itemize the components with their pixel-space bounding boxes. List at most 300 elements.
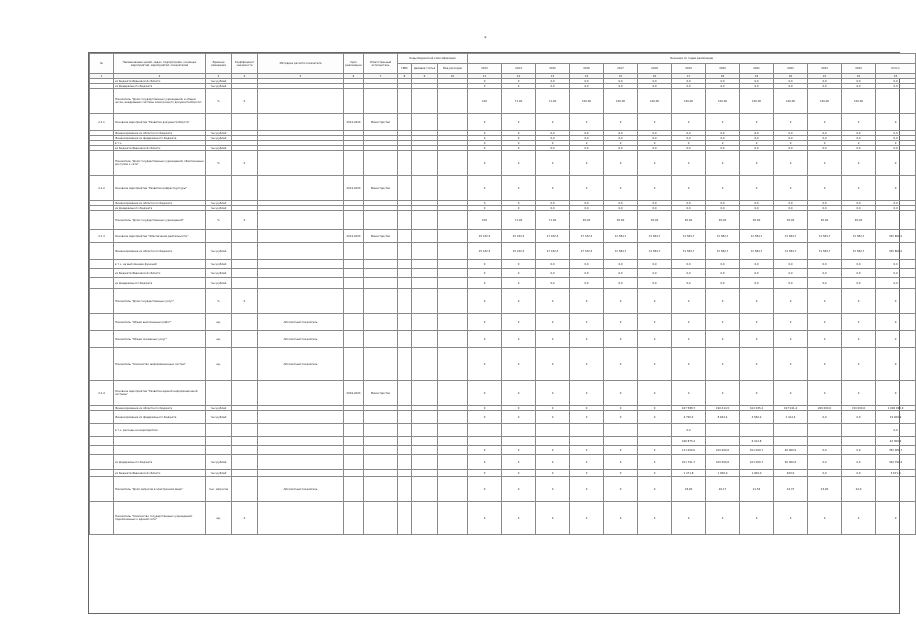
year-value-cell: 0,0 [672,278,706,289]
row-target-article [412,89,438,114]
year-value-cell: 0,0 [842,446,876,455]
year-value-cell: 0,0 [842,269,876,278]
row-name: Показатель "Доля государственных учреждений, в общем числе, внедривших системы электронного документооборота" [114,89,206,114]
year-value-cell: 0 [502,381,536,406]
year-value-cell: 0,0 [842,260,876,269]
row-name: Финансирование из областного бюджета [114,406,206,411]
year-value-cell: 0,0 [638,136,672,141]
year-value-cell: 0 [502,206,536,211]
row-responsible [364,151,398,176]
year-value-cell: 0 [502,411,536,424]
row-grbs [398,278,412,289]
year-value-cell: 0,0 [536,84,570,89]
year-value-cell [604,424,638,437]
year-value-cell: 27 432,5 [570,230,604,243]
year-value-cell: 27 432,5 [536,243,570,260]
row-method [258,424,344,437]
header-coefficient: Коэффициент значимости [232,54,258,74]
row-term [344,278,364,289]
year-value-cell: 0,0 [536,278,570,289]
row-target-article [412,151,438,176]
year-value-cell: 0,0 [706,84,740,89]
row-number [90,455,114,470]
row-target-article [412,243,438,260]
year-value-cell: 0,0 [774,269,808,278]
column-number: 12 [502,74,536,79]
row-method: Абсолютный показатель [258,331,344,348]
year-value-cell: 0,0 [570,269,604,278]
row-expense-type [438,230,468,243]
year-value-cell: 0 [808,381,842,406]
year-value-cell: 0 [672,348,706,381]
row-method [258,260,344,269]
row-term [344,437,364,446]
year-value-cell: 0 [536,289,570,314]
year-value-cell: 0,0 [774,84,808,89]
year-value-cell: 0,0 [842,131,876,136]
row-target-article [412,230,438,243]
row-expense-type [438,502,468,535]
year-value-cell: 4 795,2 [672,411,706,424]
year-value-cell: 31 584,7 [638,243,672,260]
year-value-cell: 0 [774,151,808,176]
row-method [258,269,344,278]
page-mark: * [484,36,487,42]
row-grbs [398,411,412,424]
row-unit: тыс.рублей [206,269,232,278]
year-value-cell: 0,0 [808,470,842,477]
header-unit: Единица измерения [206,54,232,74]
row-unit: тыс.рублей [206,455,232,470]
year-value-cell: 0 [638,446,672,455]
year-value-cell: 0,0 [808,146,842,151]
year-value-cell: 24,0 [842,477,876,502]
row-total: 0 [876,141,916,146]
row-name: из федерального бюджета [114,84,206,89]
year-value-cell: 0 [502,502,536,535]
year-value-cell: 1 000,0 [740,470,774,477]
row-coefficient [232,278,258,289]
year-value-cell: 0 [604,114,638,131]
row-name: Показатель "Доля запросов в электронном виде" [114,477,206,502]
year-value-cell: 0 [536,477,570,502]
row-method [258,211,344,230]
year-value-cell: 0,0 [570,136,604,141]
row-grbs [398,381,412,406]
row-coefficient [232,176,258,201]
header-expense-type: Вид расходов [438,64,468,74]
row-unit: ед. [206,502,232,535]
year-value-cell: 0 [808,331,842,348]
row-coefficient [232,424,258,437]
row-total: 345 800,2 [876,230,916,243]
year-value-cell: 101 000,7 [740,446,774,455]
row-term [344,411,364,424]
row-total: 0 [876,348,916,381]
year-value-cell: 0 [604,176,638,201]
header-responsible: Ответственный исполнитель [364,54,398,74]
year-value-cell: 0 [570,331,604,348]
row-number [90,289,114,314]
year-value-cell: 0,0 [570,146,604,151]
row-number: 2.1.3 [90,230,114,243]
year-value-cell: 0,0 [604,278,638,289]
row-method [258,89,344,114]
row-total: 0 [876,289,916,314]
year-value-cell: 0 [638,176,672,201]
year-value-cell [468,437,502,446]
year-value-cell: 1 271,8 [672,470,706,477]
year-value-cell: 31 584,7 [842,243,876,260]
year-value-cell: 0 [468,411,502,424]
header-total: Итого [876,64,916,74]
row-name [114,446,206,455]
row-name: Показатель "Доля государственных учреждений, обеспеченных доступом к сети" [114,151,206,176]
year-value-cell: 0,0 [706,146,740,151]
header-term: Срок реализации [344,54,364,74]
year-value-cell: 0 [502,470,536,477]
year-value-cell: 0 [808,114,842,131]
year-value-cell: 0 [842,502,876,535]
year-value-cell: 0 [604,348,638,381]
header-method: Методика расчёта показателя [258,54,344,74]
year-value-cell: 0,0 [672,206,706,211]
row-grbs [398,502,412,535]
year-value-cell: 95,00 [638,211,672,230]
row-total: 345 800,2 [876,243,916,260]
year-value-cell: 0,0 [570,260,604,269]
year-value-cell: 0,0 [672,84,706,89]
year-value-cell: 0 [468,502,502,535]
year-value-cell: 0 [774,381,808,406]
row-expense-type [438,243,468,260]
year-value-cell: 0 [740,381,774,406]
year-value-cell: 31 584,7 [740,243,774,260]
row-unit: тыс.рублей [206,243,232,260]
year-value-cell: 0,0 [570,278,604,289]
row-number [90,211,114,230]
year-value-cell: 196 875,2 [672,437,706,446]
row-coefficient: 0 [232,151,258,176]
year-value-cell: 31 584,7 [706,230,740,243]
row-term [344,502,364,535]
row-name: Показатель "Доля государственных учреждений" [114,211,206,230]
year-value-cell: 0,0 [706,278,740,289]
program-indicators-table [89,53,916,535]
year-value-cell: 0,0 [774,79,808,84]
row-grbs [398,89,412,114]
row-unit: тыс.рублей [206,84,232,89]
year-value-cell: 0 [570,114,604,131]
year-value-cell: 95,00 [808,211,842,230]
year-value-cell: 0 [638,406,672,411]
year-value-cell: 0 [604,331,638,348]
row-responsible: Министерство [364,176,398,201]
year-value-cell: 95,00 [672,211,706,230]
row-target-article [412,176,438,201]
row-number [90,331,114,348]
row-expense-type [438,269,468,278]
year-value-cell: 0,0 [536,269,570,278]
year-value-cell: 0 [502,84,536,89]
year-value-cell: 0 [536,455,570,470]
year-value-cell: 0 [502,269,536,278]
row-grbs [398,424,412,437]
row-number [90,411,114,424]
row-method [258,446,344,455]
row-unit: ед. [206,348,232,381]
year-value-cell: 95,00 [604,211,638,230]
header-year: 2018 [638,64,672,74]
year-value-cell: 100,00 [842,89,876,114]
year-value-cell: 0,0 [604,201,638,206]
row-name [114,437,206,446]
year-value-cell: 0 [468,331,502,348]
row-coefficient [232,348,258,381]
year-value-cell: 0 [468,381,502,406]
row-method [258,381,344,406]
year-value-cell: 0,0 [570,84,604,89]
row-total: 0,0 [876,79,916,84]
column-number: 17 [672,74,706,79]
year-value-cell: 0,0 [808,455,842,470]
row-coefficient [232,230,258,243]
year-value-cell: 0,0 [672,424,706,437]
year-value-cell: 31 584,7 [638,230,672,243]
year-value-cell: 0 [502,176,536,201]
year-value-cell: 0,0 [808,131,842,136]
row-target-article [412,278,438,289]
year-value-cell: 0 [468,131,502,136]
year-value-cell: 0 [502,446,536,455]
row-coefficient [232,269,258,278]
year-value-cell: 0 [536,446,570,455]
year-value-cell: 0 [502,477,536,502]
column-number: 19 [740,74,774,79]
row-total: 0,0 [876,260,916,269]
year-value-cell: 0 [740,348,774,381]
year-value-cell: 0 [604,151,638,176]
row-unit: тыс.рублей [206,278,232,289]
year-value-cell: 0 [536,176,570,201]
row-total: 352 000,7 [876,446,916,455]
row-responsible [364,437,398,446]
row-total [876,477,916,502]
row-number [90,151,114,176]
row-grbs [398,289,412,314]
row-term: 2019-2024 [344,381,364,406]
row-total: 0,0 [876,206,916,211]
row-grbs [398,243,412,260]
year-value-cell: 0,0 [842,470,876,477]
year-value-cell: 0 [502,136,536,141]
year-value-cell: 0 [604,141,638,146]
year-value-cell: 100 [468,89,502,114]
header-grbs: ГРБС [398,64,412,74]
year-value-cell [604,437,638,446]
row-number [90,348,114,381]
year-value-cell: 0,0 [808,411,842,424]
header-budget-codes: Коды бюджетной классификации [398,54,468,64]
year-value-cell: 0,0 [740,206,774,211]
row-expense-type [438,381,468,406]
column-number: 21 [808,74,842,79]
year-value-cell: 0 [604,477,638,502]
row-total: 0,0 [876,201,916,206]
year-value-cell: 0 [672,314,706,331]
year-value-cell: 0 [638,477,672,502]
year-value-cell [536,424,570,437]
year-value-cell [638,424,672,437]
row-unit: тыс.рублей [206,136,232,141]
row-grbs [398,348,412,381]
year-value-cell: 0,0 [536,201,570,206]
row-name: Основное мероприятие "Развитие единой информационной системы" [114,381,206,406]
year-value-cell: 0,0 [672,269,706,278]
year-value-cell: 100,00 [808,89,842,114]
year-value-cell: 0 [638,381,672,406]
year-value-cell: 0 [604,406,638,411]
year-value-cell: 0 [672,289,706,314]
year-value-cell: 0,0 [842,206,876,211]
year-value-cell: 25 432,5 [502,243,536,260]
row-unit: % [206,151,232,176]
row-term [344,455,364,470]
row-term [344,477,364,502]
header-year: 2019 [672,64,706,74]
row-unit: тыс.рублей [206,406,232,411]
row-unit [206,230,232,243]
row-unit: % [206,89,232,114]
row-responsible [364,411,398,424]
year-value-cell: 0 [468,348,502,381]
row-term [344,260,364,269]
year-value-cell: 0 [638,314,672,331]
year-value-cell: 0,0 [706,79,740,84]
year-value-cell [808,424,842,437]
year-value-cell: 0,0 [774,201,808,206]
year-value-cell: 0,0 [774,136,808,141]
header-year: 2022 [774,64,808,74]
year-value-cell: 0,0 [570,79,604,84]
row-responsible: Министерство [364,230,398,243]
year-value-cell: 0,0 [570,131,604,136]
row-grbs [398,176,412,201]
row-responsible [364,348,398,381]
year-value-cell: 0 [706,381,740,406]
row-method [258,278,344,289]
header-number: № [90,54,114,74]
year-value-cell: 100,00 [638,89,672,114]
year-value-cell: 0,0 [638,131,672,136]
row-term [344,470,364,477]
year-value-cell: 0 [842,141,876,146]
year-value-cell: 0 [604,381,638,406]
year-value-cell: 0 [842,314,876,331]
row-name: из федерального бюджета [114,455,206,470]
year-value-cell: 100 000,0 [706,455,740,470]
year-value-cell: 0,0 [604,206,638,211]
year-value-cell: 0 [774,314,808,331]
row-number [90,260,114,269]
column-number: 5 [258,74,344,79]
year-value-cell: 0 [774,114,808,131]
year-value-cell: 0 [604,455,638,470]
year-value-cell: 25 432,5 [468,230,502,243]
year-value-cell: 0,0 [774,131,808,136]
row-responsible [364,211,398,230]
year-value-cell: 0 [842,348,876,381]
year-value-cell: 0,0 [638,79,672,84]
year-value-cell: 0,0 [842,79,876,84]
year-value-cell: 0 [570,502,604,535]
row-total: 3 671,8 [876,470,916,477]
row-target-article [412,269,438,278]
year-value-cell: 0 [502,260,536,269]
row-target-article [412,437,438,446]
row-name: в т.ч. на выполнение функций [114,260,206,269]
table-row [90,211,916,230]
year-value-cell: 0 [570,411,604,424]
year-value-cell: 0 [706,176,740,201]
row-unit: тыс.рублей [206,206,232,211]
row-target-article [412,477,438,502]
year-value-cell: 0 [502,455,536,470]
year-value-cell: 95,00 [570,211,604,230]
year-value-cell: 0 [468,84,502,89]
year-value-cell: 100,00 [672,89,706,114]
row-unit: тыс.рублей [206,79,232,84]
row-coefficient [232,411,258,424]
row-term [344,89,364,114]
year-value-cell: 0 [842,381,876,406]
year-value-cell: 0,0 [774,206,808,211]
row-total: 0 [876,314,916,331]
year-value-cell: 0 [638,470,672,477]
year-value-cell: 0,0 [808,278,842,289]
table-row [90,437,916,446]
row-unit: тыс.рублей [206,411,232,424]
year-value-cell: 0,0 [604,269,638,278]
column-number: 10 [438,74,468,79]
row-name: из бюджета Ивановской области [114,269,206,278]
row-total: 0,0 [876,278,916,289]
row-expense-type [438,348,468,381]
row-term [344,151,364,176]
year-value-cell: 0 [638,455,672,470]
header-year: 2016 [570,64,604,74]
year-value-cell: 0,0 [774,260,808,269]
year-value-cell: 27 432,5 [570,243,604,260]
year-value-cell: 0 [570,477,604,502]
row-coefficient [232,260,258,269]
year-value-cell: 0 [570,314,604,331]
year-value-cell: 0 [808,348,842,381]
row-name: в т.ч. расходы на мероприятия [114,424,206,437]
row-name: из бюджета Ивановской области [114,79,206,84]
row-grbs [398,314,412,331]
year-value-cell: 0 [706,314,740,331]
row-responsible [364,243,398,260]
year-value-cell: 100,00 [570,89,604,114]
year-value-cell: 0,0 [706,131,740,136]
year-value-cell: 0 [604,502,638,535]
row-total: 1 000 000,0 [876,406,916,411]
year-value-cell: 0 [604,411,638,424]
row-grbs [398,151,412,176]
year-value-cell: 0 [570,455,604,470]
year-value-cell: 71,00 [502,211,536,230]
